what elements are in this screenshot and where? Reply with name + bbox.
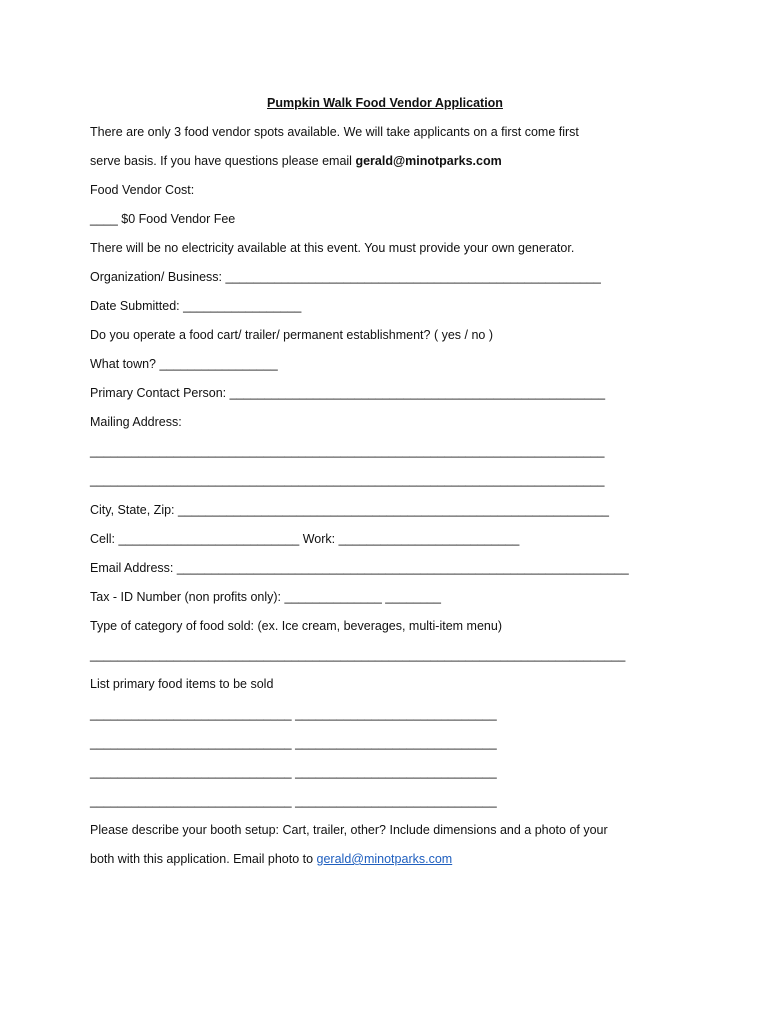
organization-field[interactable]: Organization/ Business: ______________________________________________________: [90, 270, 601, 284]
tax-id-field[interactable]: Tax - ID Number (non profits only): ______________ ________: [90, 590, 441, 604]
electricity-note: There will be no electricity available at this event. You must provide your own generator.: [90, 241, 575, 255]
food-items-blank-3[interactable]: _____________________________ _____________________________: [90, 765, 497, 779]
email-link[interactable]: gerald@minotparks.com: [316, 852, 453, 866]
food-items-blank-4[interactable]: _____________________________ _____________________________: [90, 794, 497, 808]
booth-setup-line-2: [90, 851, 452, 867]
phone-fields[interactable]: Cell: __________________________ Work: __________________________: [90, 532, 520, 546]
intro-text: serve basis. If you have questions please email: [90, 154, 356, 168]
cost-label: Food Vendor Cost:: [90, 183, 195, 197]
food-category-blank[interactable]: _____________________________________________________________________________: [90, 648, 626, 662]
booth-text: both with this application. Email photo to: [90, 852, 317, 866]
mailing-address-blank-1[interactable]: __________________________________________________________________________: [90, 444, 605, 458]
booth-setup-line-1: Please describe your booth setup: Cart, trailer, other? Include dimensions and a photo of your: [90, 823, 608, 837]
city-state-zip-field[interactable]: City, State, Zip: ______________________________________________________________: [90, 503, 610, 517]
mailing-address-label: Mailing Address:: [90, 415, 182, 429]
operate-question[interactable]: Do you operate a food cart/ trailer/ permanent establishment? ( yes / no ): [90, 328, 493, 342]
food-items-blank-2[interactable]: _____________________________ _____________________________: [90, 736, 497, 750]
food-category-label: Type of category of food sold: (ex. Ice cream, beverages, multi-item menu): [90, 619, 502, 633]
contact-email: gerald@minotparks.com: [355, 154, 502, 168]
email-address-field[interactable]: Email Address: _________________________________________________________________: [90, 561, 629, 575]
fee-line[interactable]: ____ $0 Food Vendor Fee: [90, 212, 236, 226]
intro-line-2: [90, 153, 502, 169]
document-title: Pumpkin Walk Food Vendor Application: [267, 96, 503, 110]
food-items-label: List primary food items to be sold: [90, 677, 274, 691]
intro-line-1: There are only 3 food vendor spots available. We will take applicants on a first come first: [90, 125, 579, 139]
contact-person-field[interactable]: Primary Contact Person: ______________________________________________________: [90, 386, 606, 400]
mailing-address-blank-2[interactable]: __________________________________________________________________________: [90, 473, 605, 487]
date-submitted-field[interactable]: Date Submitted: _________________: [90, 299, 302, 313]
town-field[interactable]: What town? _________________: [90, 357, 278, 371]
food-items-blank-1[interactable]: _____________________________ _____________________________: [90, 707, 497, 721]
